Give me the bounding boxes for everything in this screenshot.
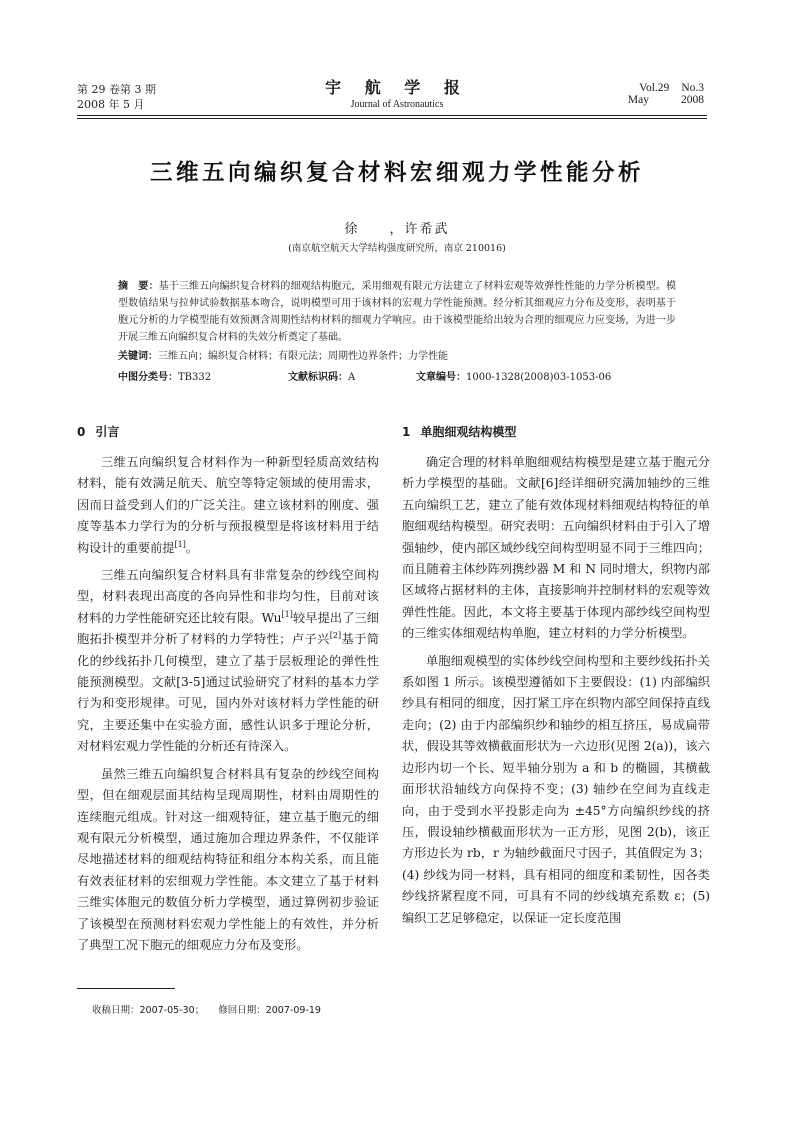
keywords-text: 三维五向；编织复合材料；有限元法；周期性边界条件；力学性能 xyxy=(158,351,448,362)
volume-en: Vol.29 xyxy=(639,82,670,94)
doc-code-label: 文献标识码： xyxy=(288,372,348,383)
authors: 徐 ，许希武 xyxy=(344,222,450,237)
intro-paragraph-1 xyxy=(77,452,379,559)
section-1-paragraph-2: 单胞细观模型的实体纱线空间构型和主要纱线拓扑关系如图 1 所示。该模型遵循如下主要假设：(1) 内部编织纱具有相同的细度，因打紧工序在织物内部空间保持直线走向；(2) 由于内部编织纱和轴纱的相互挤压，易成扁带状，假设其等效横截面形状为一六边形(见图 2(a))，该六边形内切一个长、短半轴分别为 a 和 b 的椭圆，其横截面形状沿轴线方向保持不变；(3) 轴纱在空间为直线走向，由于受到水平投影走向为 ±45°方向编织纱线的挤压，假设轴纱横截面形状为一正方形，见图 2(b)，该正方形边长为 rb，r 为轴纱截面尺寸因子，其值假定为 3；(4) 纱线为同一材料，具有相同的细度和柔韧性，因各类纱线挤紧程度不同，可具有不同的纱线填充系数 ε；(5) 编织工艺足够稳定，以保证一定长度范围 xyxy=(402,653,710,925)
citation: [1] xyxy=(174,539,186,549)
doc-code xyxy=(288,368,416,383)
paper-title: 三维五向编织复合材料宏细观力学性能分析 xyxy=(149,160,644,186)
keywords-label: 关键词： xyxy=(118,351,158,362)
section-0-number: 0 xyxy=(77,425,86,439)
right-column xyxy=(402,452,710,935)
footnote-rule xyxy=(77,988,175,989)
intro-p2-text-a: 三维五向编织复合材料具有非常复杂的纱线空间构型，材料表现出高度的各向异性和非均匀性，目前对该材料的力学性能研究还比较有限。Wu xyxy=(77,568,379,625)
date-cn: 2008 年 5 月 xyxy=(77,98,145,111)
intro-p1-end: 。 xyxy=(185,540,199,555)
intro-paragraph-3: 虽然三维五向编织复合材料具有复杂的纱线空间构型，但在细观层面其结构呈现周期性，材料由周期性的连续胞元组成。针对这一细观特征，建立基于胞元的细观有限元分析模型，通过施加合理边界条件，不仅能详尽地描述材料的细观结构特征和组分本构关系，而且能有效表征材料的宏细观力学性能。本文建立了基于材料三维实体胞元的数值分析力学模型，通过算例初步验证了该模型在预测材料宏观力学性能上的有效性，并分析了典型工况下胞元的细观应力分布及变形。 xyxy=(77,766,379,952)
affiliation: (南京航空航天大学结构强度研究所，南京 210016) xyxy=(288,243,506,254)
clc-label: 中图分类号： xyxy=(118,372,178,383)
section-1-number: 1 xyxy=(402,425,411,439)
section-1-paragraph-1: 确定合理的材料单胞细观结构模型是建立基于胞元分析力学模型的基础。文献[6]经详细研究满加轴纱的三维五向编织工艺，建立了能有效体现材料细观结构特征的单胞细观结构模型。研究表明：五向编织材料由于引入了增强轴纱，使内部区域纱线空间构型明显不同于三维四向；而且随着主体纱阵列携纱器 M 和 N 同时增大，织物内部区域将占据材料的主体，直接影响并控制材料的宏观等效弹性性能。因此，本文将主要基于体现内部纱线空间构型的三维实体细观结构单胞，建立材料的力学分析模型。 xyxy=(402,455,710,641)
intro-paragraph-2 xyxy=(77,565,379,758)
header-rule xyxy=(77,115,707,116)
month-en: May xyxy=(627,94,649,106)
clc xyxy=(118,368,288,383)
journal-name-cn: 宇 航 学 报 xyxy=(325,78,469,97)
citation: [1] xyxy=(281,609,293,619)
journal-name-en: Journal of Astronautics xyxy=(350,99,444,110)
header-rule-thin xyxy=(77,118,707,119)
left-column xyxy=(77,452,379,962)
volume-issue-cn: 第 29 卷第 3 期 xyxy=(77,83,156,96)
received-date: 收稿日期：2007-05-30； xyxy=(92,1005,205,1016)
year-en: 2008 xyxy=(681,94,704,106)
clc-value: TB332 xyxy=(178,372,212,383)
citation: [2] xyxy=(329,631,342,641)
issue-en: No.3 xyxy=(681,82,704,94)
section-0-heading xyxy=(77,423,119,440)
keywords xyxy=(118,348,448,365)
revised-date: 修回日期：2007-09-19 xyxy=(218,1005,321,1016)
intro-p1-text: 三维五向编织复合材料作为一种新型轻质高效结构材料，能有效满足航天、航空等特定领域的使用需求，因而日益受到人们的广泛关注。建立该材料的刚度、强度等基本力学行为的分析与预报模型是将该材料用于结构设计的重要前提 xyxy=(77,455,379,555)
intro-p2-text-b: 较早提出了三细胞拓扑模型并分析了材料的力学特性；卢子兴 xyxy=(77,610,379,647)
doc-code-value: A xyxy=(348,372,356,383)
abstract-label: 摘 要： xyxy=(118,281,159,292)
article-number-label: 文章编号： xyxy=(416,372,466,383)
article-number-value: 1000-1328(2008)03-1053-06 xyxy=(466,372,612,383)
abstract xyxy=(118,278,676,346)
section-1-title: 单胞细观结构模型 xyxy=(420,425,517,439)
intro-p2-text-c: 基于简化的纱线拓扑几何模型，建立了基于层板理论的弹性性能预测模型。文献[3-5]通过试验研究了材料的基本力学行为和变形规律。可见，国内外对该材料力学性能的研究，主要还集中在实验方面，感性认识多于理论分析，对材料宏观力学性能的分析还有待深入。 xyxy=(77,632,380,754)
abstract-text: 基于三维五向编织复合材料的细观结构胞元，采用细观有限元方法建立了材料宏观等效弹性性能的力学分析模型。模型数值结果与拉伸试验数据基本吻合，说明模型可用于该材料的宏观力学性能预测。经分析其细观应力分布及变形，表明基于胞元分析的力学模型能有效预测含周期性结构材料的细观力学响应。由于该模型能给出较为合理的细观应力应变场，为进一步开展三维五向编织复合材料的失效分析奠定了基础。 xyxy=(118,281,677,343)
article-number xyxy=(416,368,611,383)
footnote xyxy=(92,1002,321,1016)
classification-line xyxy=(118,368,678,383)
section-0-title: 引言 xyxy=(95,425,120,439)
section-1-heading xyxy=(402,423,516,440)
header-right xyxy=(628,82,704,106)
